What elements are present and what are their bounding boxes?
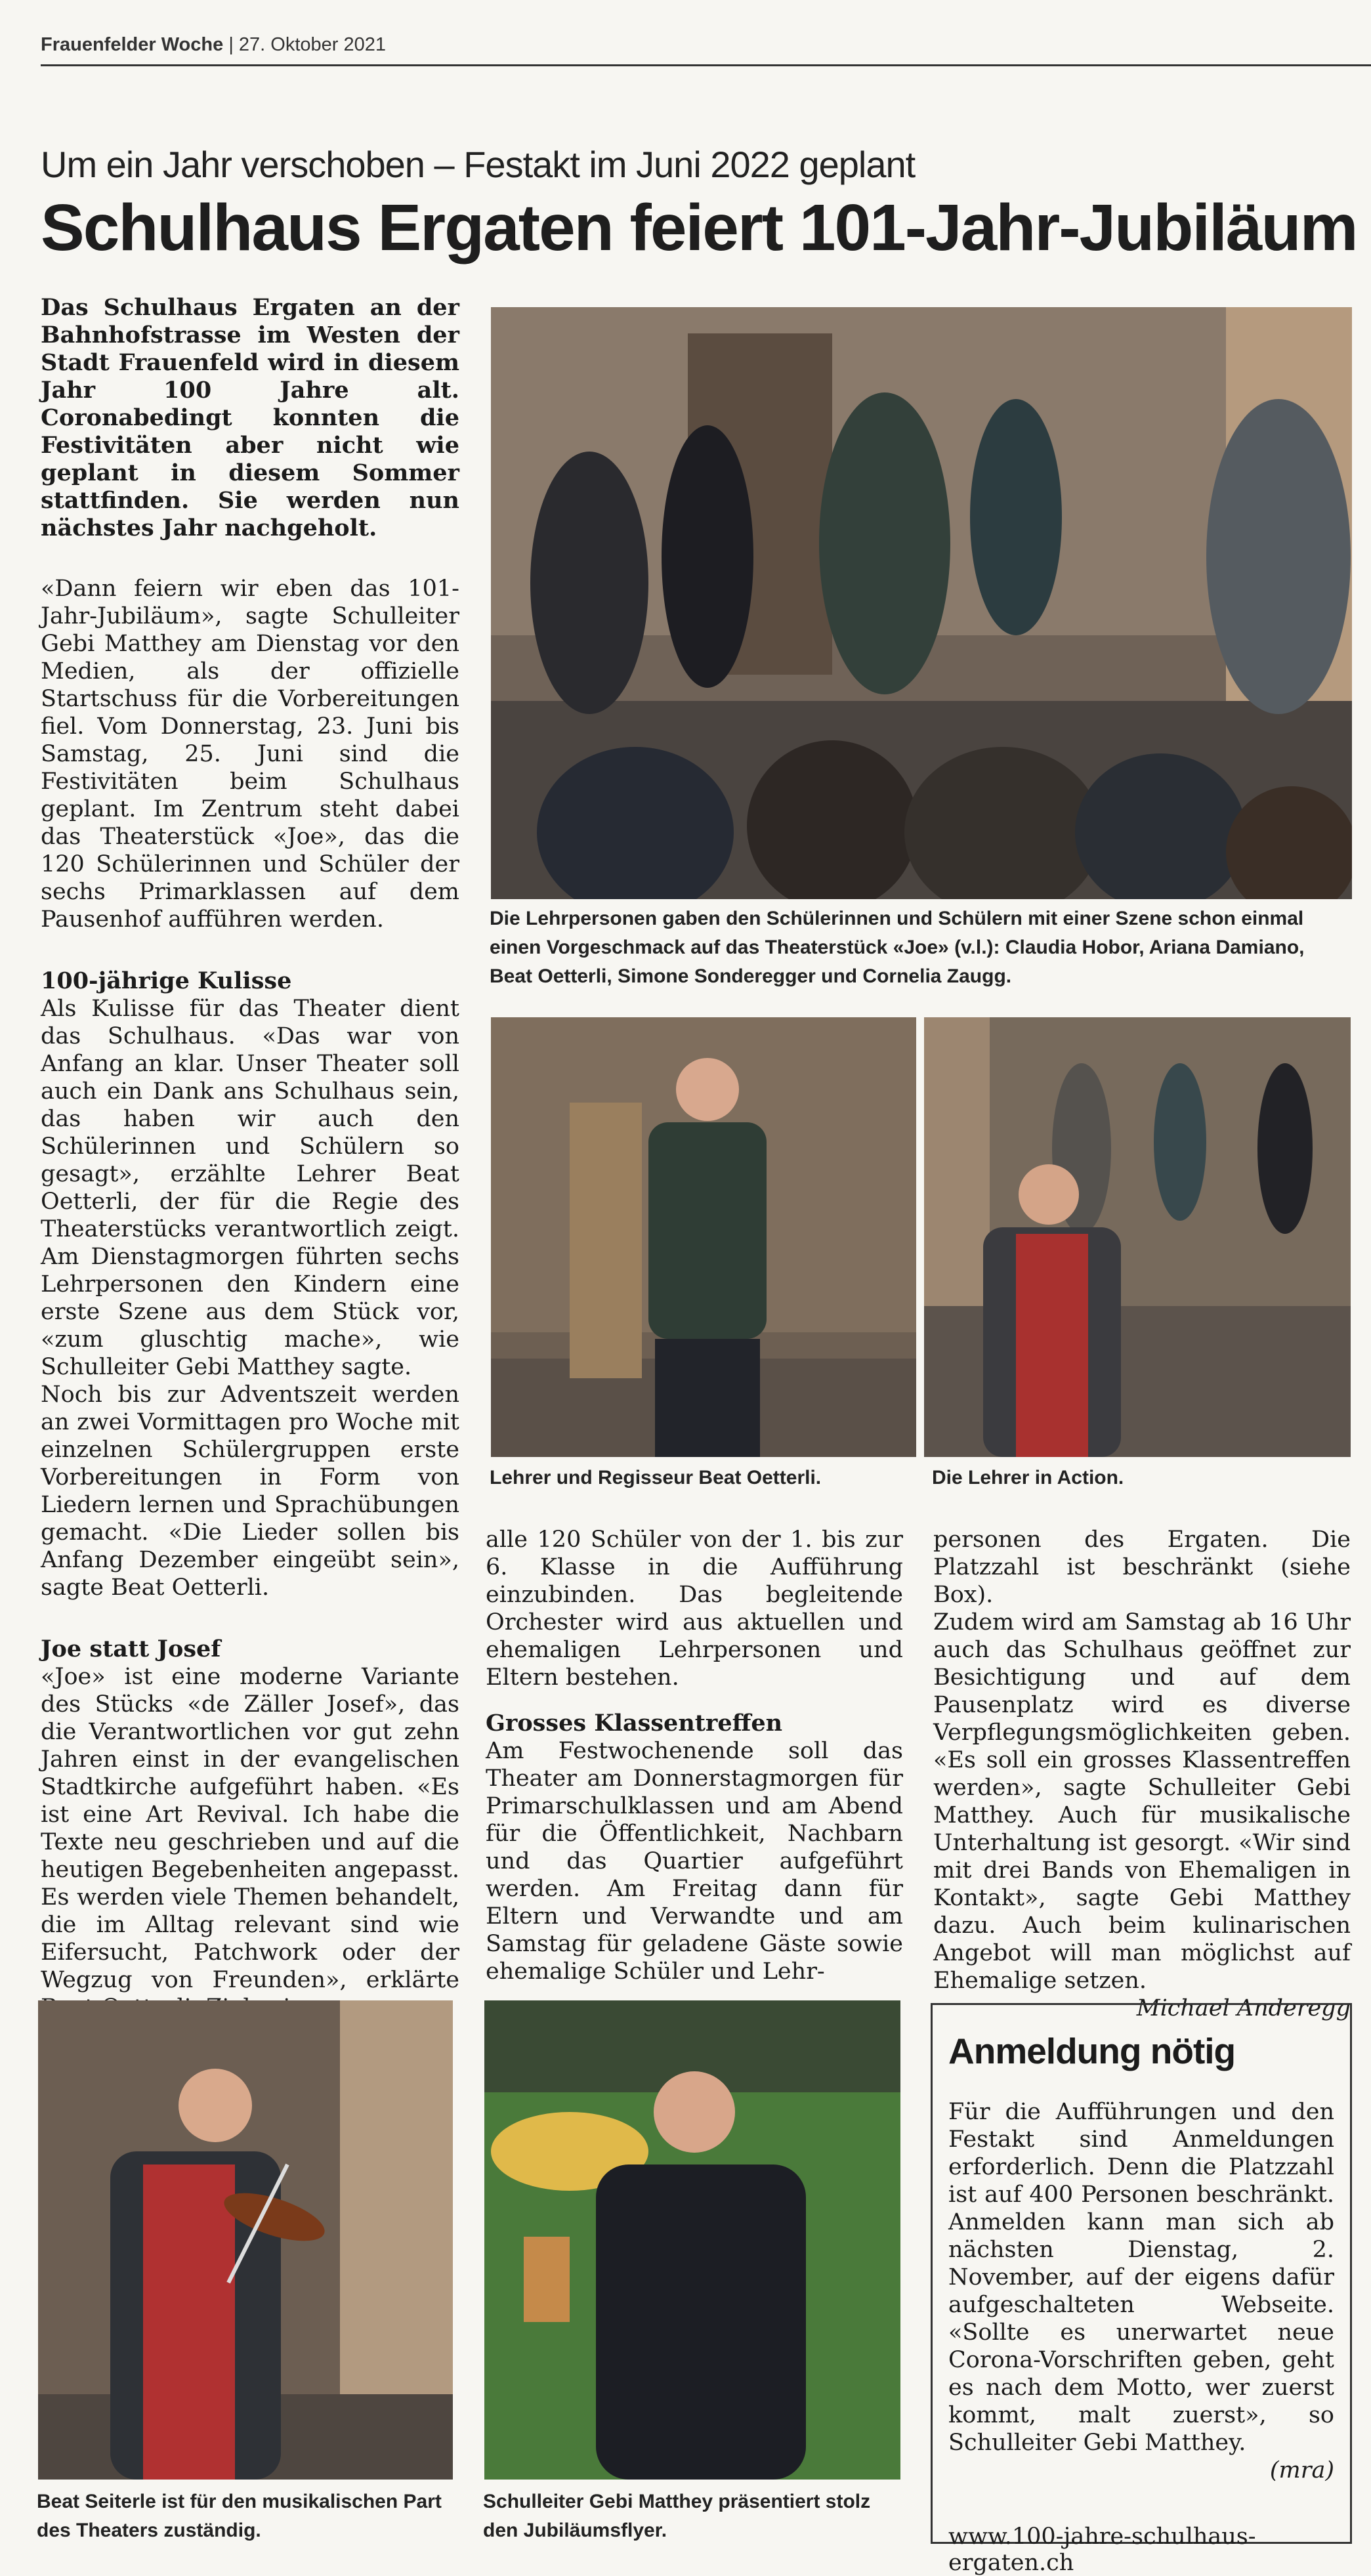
article-paragraph: Am Festwochenende soll das Theater am Donnerstagmorgen für Primarschulklassen und am Abend für die Öffentlichkeit, Nachbarn und das Quartier aufgeführt werden. Am Freitag dann für Eltern und Verwandte und am Samstag für geladene Gäste sowie ehemalige Schüler und Lehr-: [486, 1738, 903, 1985]
subheading: 100-jährige Kulisse: [41, 967, 292, 994]
article-paragraph: alle 120 Schüler von der 1. bis zur 6. Klasse in die Aufführung einzubinden. Das begleitende Orchester wird aus aktuellen und ehemaligen Lehrpersonen und Eltern bestehen.: [486, 1527, 903, 1691]
infobox-text: Für die Aufführungen und den Festakt sind Anmeldungen erforderlich. Denn die Platzzahl ist auf 400 Personen beschränkt. Anmelden kann man sich ab nächsten Dienstag, 2. November, auf der eigens dafür aufgeschalteten Webseite. «Sollte es unerwartet neue Corona-Vorschriften geben, geht es nach dem Motto, wer zuerst kommt, malt zuerst», so Schulleiter Gebi Matthey.: [948, 2099, 1334, 2456]
infobox-title: Anmeldung nötig: [948, 2031, 1236, 2071]
article-author: Michael Anderegg: [1136, 1995, 1351, 2021]
article-lead: Das Schulhaus Ergaten an der Bahnhofstrasse im Westen der Stadt Frauenfeld wird in diesem Jahr 100 Jahre alt. Coronabedingt konnten die Festivitäten aber nicht wie geplant in diesem Sommer stattfinden. Sie werden nun nächstes Jahr nachgeholt.: [41, 294, 459, 541]
photo-director: [491, 1017, 916, 1457]
page-header: [41, 34, 386, 56]
photo-teachers-scene: [491, 307, 1352, 899]
header-rule: [41, 64, 1371, 66]
infobox-author: (mra): [1269, 2457, 1334, 2483]
article-paragraph: «Joe» ist eine moderne Variante des Stücks «de Zäller Josef», das die Verantwortlichen vor gut zehn Jahren einst in der evangelischen Stadtkirche aufgeführt haben. «Es ist eine Art Revival. Ich habe die Texte neu geschrieben und auf die heutigen Begebenheiten angepasst. Es werden viele Themen behandelt, die im Alltag relevant sind wie Eifersucht, Patchwork oder der Wegzug von Freunden», erklärte: [41, 1664, 459, 1993]
caption-action: Die Lehrer in Action.: [932, 1467, 1124, 1489]
infobox-url-link[interactable]: www.100-jahre-schulhaus-ergaten.ch: [948, 2523, 1256, 2576]
caption-flyer: Schulleiter Gebi Matthey präsentiert stolz den Jubiläumsflyer.: [483, 2491, 871, 2541]
subheading: Joe statt Josef: [41, 1636, 221, 1662]
subheading: Grosses Klassentreffen: [486, 1710, 783, 1737]
article-paragraph: Noch bis zur Adventszeit werden an zwei Vormittagen pro Woche mit einzelnen Schülergruppen erste Vorbereitungen in Form von Liedern lernen und Sprachübungen gemacht. «Die Lieder sollen bis Anfang Dezember eingeübt sein», sagte Beat Oetterli.: [41, 1382, 459, 1601]
caption-violin: Beat Seiterle ist für den musikalischen Part des Theaters zuständig.: [37, 2491, 442, 2541]
photo-flyer: [484, 2000, 900, 2480]
photo-action: [924, 1017, 1351, 1457]
article-paragraph: «Dann feiern wir eben das 101-Jahr-Jubiläum», sagte Schulleiter Gebi Matthey am Dienstag vor den Medien, als der offizielle Startschuss für die Vorbereitungen fiel. Vom Donnerstag, 23. Juni bis Samstag, 25. Juni sind die Festivitäten beim Schulhaus geplant. Im Zentrum steht dabei das Theaterstück «Joe», das die 120 Schülerinnen und Schüler der sechs Primarklassen auf dem Pausenhof aufführen werden.: [41, 576, 459, 933]
article-column-3: [933, 1526, 1351, 2022]
article-paragraph: Als Kulisse für das Theater dient das Schulhaus. «Das war von Anfang an klar. Unser Theater soll auch ein Dank ans Schulhaus sein, das haben wir auch den Schülerinnen und Schülern so gesagt», erzählte Lehrer Beat Oetterli, der für die Regie des Theaterstücks verantwortlich zeigt. Am Dienstagmorgen führten sechs Lehrpersonen den Kindern eine erste Szene aus dem Stück vor, «zum gluschtig mache», wie Schulleiter Gebi Matthey sagte.: [41, 996, 459, 1380]
article-column-2: [486, 1526, 903, 1985]
publication-name: Frauenfelder Woche: [41, 34, 224, 55]
headline: Schulhaus Ergaten feiert 101-Jahr-Jubiläum: [41, 191, 1357, 264]
article-paragraph: personen des Ergaten. Die Platzzahl ist beschränkt (siehe Box).: [933, 1527, 1351, 1608]
kicker: Um ein Jahr verschoben – Festakt im Juni 2022 geplant: [41, 144, 916, 185]
article-paragraph: Zudem wird am Samstag ab 16 Uhr auch das Schulhaus geöffnet zur Besichtigung und auf dem Pausenplatz wird es diverse Verpflegungsmöglichkeiten geben. «Es soll ein grosses Klassentreffen werden», sagte Schulleiter Gebi Matthey. Auch für musikalische Unterhaltung ist gesorgt. «Wir sind mit drei Bands von Ehemaligen in Kontakt», sagte Gebi Matthey dazu. Auch beim kulinarischen Angebot will man möglichst auf Ehemalige setzen.: [933, 1609, 1351, 1994]
photo-violin: [38, 2000, 453, 2480]
header-separator: |: [228, 34, 234, 55]
caption-director: Lehrer und Regisseur Beat Oetterli.: [490, 1467, 822, 1489]
article-column-1: [41, 294, 459, 2021]
infobox: [931, 2003, 1352, 2576]
publication-date: 27. Oktober 2021: [238, 34, 387, 55]
caption-main: Die Lehrpersonen gaben den Schülerinnen und Schülern mit einer Szene schon einmal einen Vorgeschmack auf das Theaterstück «Joe» (v.l.): Claudia Hobor, Ariana Damiano, Beat Oetterli, Simone Sonderegger und Cornelia Zaugg.: [490, 908, 1305, 987]
